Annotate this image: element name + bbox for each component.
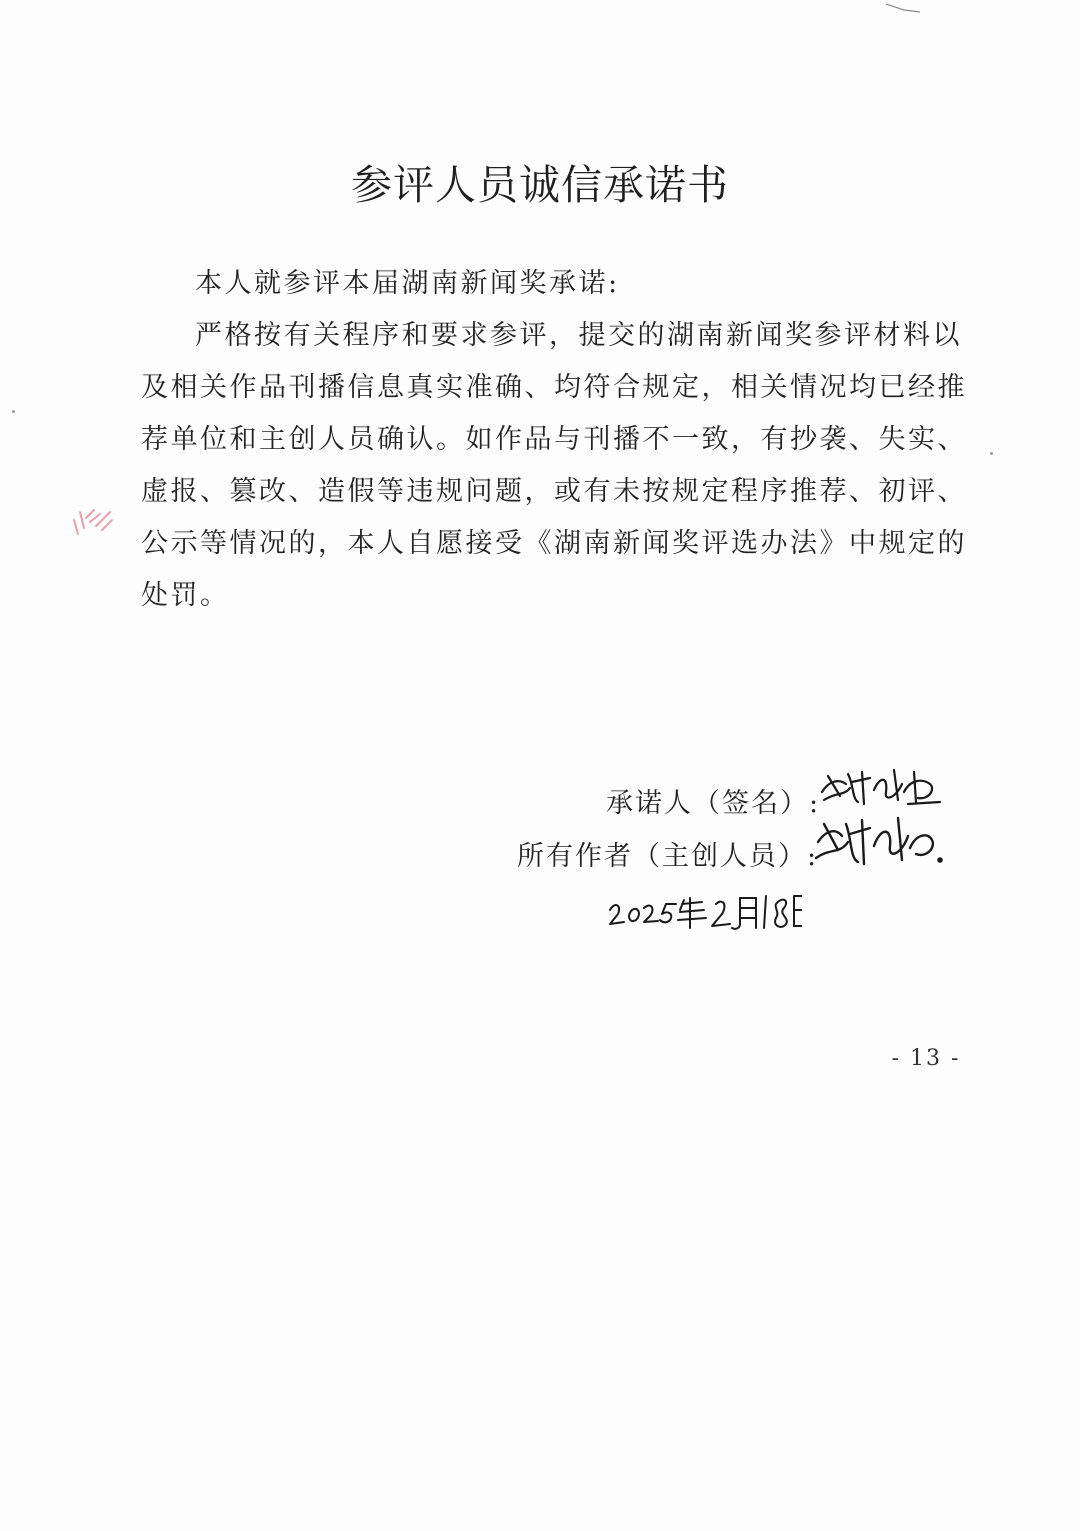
promisor-label: 承诺人（签名）: — [606, 788, 821, 819]
body-text — [141, 258, 971, 622]
paragraph-commitment: 严格按有关程序和要求参评，提交的湖南新闻奖参评材料以及相关作品刊播信息真实准确、均符合规定，相关情况均已经推荐单位和主创人员确认。如作品与刊播不一致，有抄袭、失实、虚报、篡改、造假等违规问题，或有未按规定程序推荐、初评、公示等情况的，本人自愿接受《湖南新闻奖评选办法》中规定的处罚。 — [141, 320, 967, 611]
faint-stamp-mark — [66, 500, 118, 540]
scan-mark-top — [884, 0, 924, 14]
page-title: 参评人员诚信承诺书 — [351, 161, 729, 209]
authors-label: 所有作者（主创人员）: — [517, 841, 819, 872]
authors-signature — [812, 814, 944, 874]
paragraph-intro: 本人就参评本届湖南新闻奖承诺: — [195, 268, 620, 299]
scan-speck — [990, 452, 993, 455]
page-number: - 13 - — [891, 1046, 961, 1071]
scan-speck — [12, 410, 15, 413]
promisor-signature — [818, 762, 944, 814]
handwritten-date — [606, 888, 802, 936]
